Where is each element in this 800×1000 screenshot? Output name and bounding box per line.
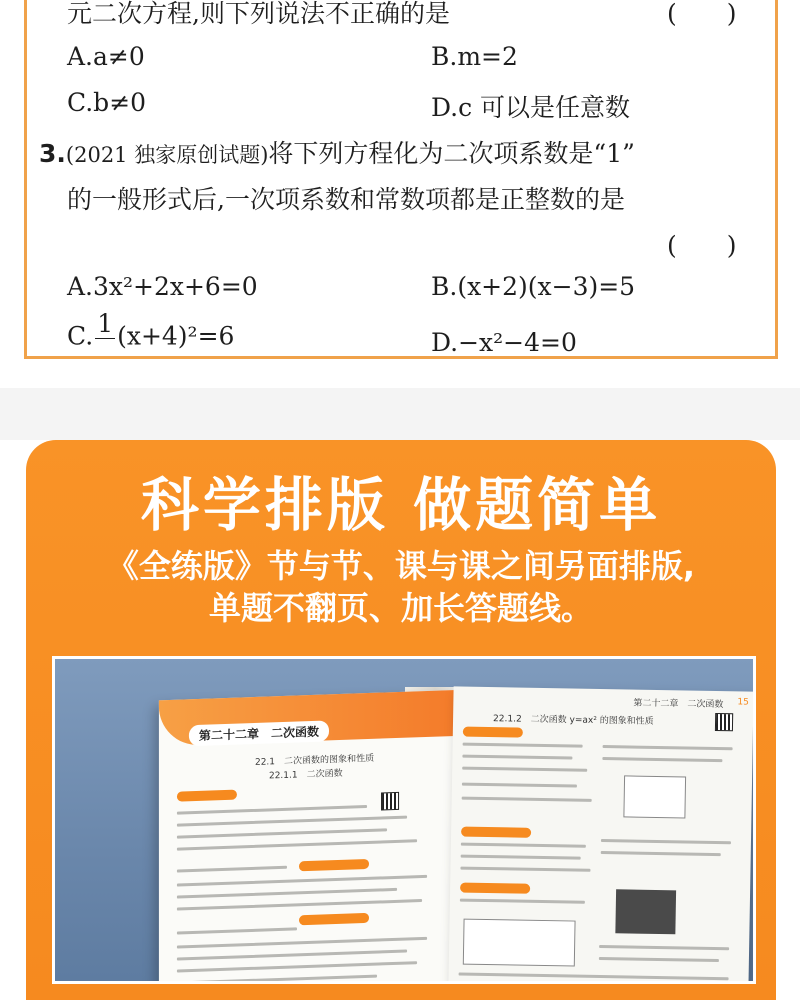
text-line bbox=[602, 757, 722, 762]
book-photo bbox=[52, 656, 756, 984]
section-divider bbox=[0, 388, 800, 440]
text-line bbox=[460, 899, 585, 904]
text-line bbox=[177, 937, 427, 949]
text-line bbox=[462, 797, 592, 802]
option-graphs bbox=[463, 919, 576, 967]
text-line bbox=[462, 783, 577, 788]
text-line bbox=[459, 973, 729, 981]
right-running-header: 第二十二章 二次函数 bbox=[633, 698, 724, 711]
book-right-page bbox=[448, 686, 753, 984]
fraction-numerator: 1 bbox=[97, 309, 114, 338]
right-page-number: 15 bbox=[737, 697, 749, 708]
text-line bbox=[177, 816, 407, 827]
q3-stem-text1: 将下列方程化为二次项系数是“1” bbox=[268, 139, 635, 168]
knowledge-tag bbox=[461, 827, 531, 838]
fraction-denominator bbox=[95, 339, 115, 360]
knowledge-tag bbox=[177, 790, 237, 802]
text-line bbox=[177, 961, 417, 972]
text-line bbox=[177, 975, 377, 984]
q3-option-c-expr: (x+4)²=6 bbox=[117, 321, 235, 351]
q3-option-c-label: C. bbox=[67, 321, 94, 351]
promo-title: 科学排版 做题简单 bbox=[140, 471, 662, 539]
q3-stem-line1 bbox=[39, 134, 635, 170]
q3-answer-paren: ( ) bbox=[667, 231, 737, 260]
q3-option-c bbox=[67, 310, 234, 359]
book-left-page bbox=[159, 690, 459, 984]
q3-option-a: A.3x²+2x+6=0 bbox=[67, 272, 258, 301]
text-line bbox=[177, 805, 367, 815]
q2-option-d: D.c 可以是任意数 bbox=[431, 93, 631, 122]
q2-option-b: B.m=2 bbox=[431, 42, 518, 71]
q3-number: 3. bbox=[39, 139, 66, 168]
text-line bbox=[603, 745, 733, 750]
text-line bbox=[177, 828, 387, 838]
qr-code-icon bbox=[715, 713, 733, 731]
text-line bbox=[177, 839, 417, 850]
text-line bbox=[462, 755, 572, 760]
promo-subtitle-line2: 单题不翻页、加长答题线。 bbox=[208, 589, 593, 627]
q3-option-b: B.(x+2)(x−3)=5 bbox=[431, 272, 636, 301]
text-line bbox=[601, 851, 721, 856]
text-line bbox=[460, 867, 590, 872]
chapter-title: 第二十二章 二次函数 bbox=[189, 720, 329, 746]
q2-option-a: A.a≠0 bbox=[67, 42, 145, 71]
right-section-title: 22.1.2 二次函数 y=ax² 的图象和性质 bbox=[492, 714, 654, 727]
text-line bbox=[177, 875, 427, 887]
text-line bbox=[599, 945, 729, 950]
text-line bbox=[177, 950, 407, 961]
knowledge-tag bbox=[299, 859, 369, 871]
promo-subtitle-line1: 《全练版》节与节、课与课之间另面排版, bbox=[106, 547, 696, 585]
qr-code-icon bbox=[381, 792, 399, 811]
text-line bbox=[462, 767, 587, 772]
q2-answer-paren: ( ) bbox=[667, 0, 737, 28]
text-line bbox=[461, 855, 581, 860]
knowledge-tag bbox=[299, 913, 369, 925]
q2-option-c: C.b≠0 bbox=[67, 88, 147, 117]
knowledge-tag bbox=[463, 727, 523, 738]
left-section-title: 22.1 二次函数的图象和性质 bbox=[254, 753, 375, 768]
exam-card bbox=[24, 0, 778, 359]
text-line bbox=[177, 927, 297, 934]
q3-stem-line2: 的一般形式后,一次项系数和常数项都是正整数的是 bbox=[67, 185, 625, 214]
text-line bbox=[177, 888, 397, 899]
left-subsection-title: 22.1.1 二次函数 bbox=[268, 768, 343, 782]
q3-option-c-fraction bbox=[95, 310, 115, 359]
text-line bbox=[177, 866, 287, 873]
q3-source: (2021 独家原创试题) bbox=[65, 143, 269, 167]
q2-stem-tail: 元二次方程,则下列说法不正确的是 bbox=[67, 0, 450, 28]
q3-option-d: D.−x²−4=0 bbox=[431, 328, 577, 357]
shaded-region-graph bbox=[615, 889, 676, 934]
text-line bbox=[463, 743, 583, 748]
text-line bbox=[601, 839, 731, 844]
exam-section bbox=[0, 0, 800, 388]
text-line bbox=[599, 957, 719, 962]
text-line bbox=[177, 899, 422, 911]
promo-panel bbox=[26, 440, 776, 1000]
text-line bbox=[461, 843, 586, 848]
parabola-graph bbox=[623, 775, 686, 818]
knowledge-tag bbox=[460, 883, 530, 894]
